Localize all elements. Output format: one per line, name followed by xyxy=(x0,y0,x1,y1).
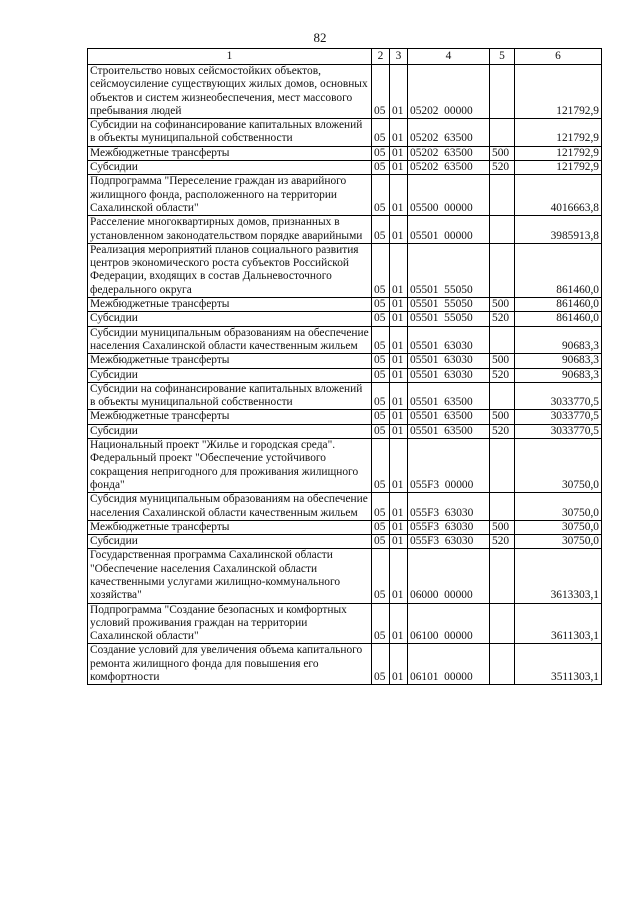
cell-section: 05 xyxy=(372,175,390,216)
cell-section: 05 xyxy=(372,146,390,160)
cell-amount: 3613303,1 xyxy=(515,549,602,603)
cell-target-article: 055F3 63030 xyxy=(408,520,490,534)
cell-subsection: 01 xyxy=(390,644,408,685)
cell-name: Подпрограмма "Переселение граждан из аварийного жилищного фонда, расположенного на территории Сахалинской области" xyxy=(88,175,372,216)
page-number: 82 xyxy=(313,30,327,45)
header-col-6: 6 xyxy=(515,49,602,65)
cell-section: 05 xyxy=(372,603,390,644)
cell-subsection: 01 xyxy=(390,243,408,297)
cell-amount: 90683,3 xyxy=(515,326,602,354)
cell-expense-type xyxy=(490,644,515,685)
cell-section: 05 xyxy=(372,644,390,685)
cell-amount: 3033770,5 xyxy=(515,424,602,438)
cell-name: Субсидии на софинансирование капитальных вложений в объекты муниципальной собственности xyxy=(88,382,372,410)
cell-target-article: 05202 00000 xyxy=(408,65,490,119)
cell-target-article: 05202 63500 xyxy=(408,146,490,160)
cell-amount: 3033770,5 xyxy=(515,410,602,424)
cell-subsection: 01 xyxy=(390,603,408,644)
cell-section: 05 xyxy=(372,161,390,175)
table-row xyxy=(88,312,602,326)
cell-amount: 30750,0 xyxy=(515,439,602,493)
cell-amount: 861460,0 xyxy=(515,243,602,297)
cell-name: Субсидии xyxy=(88,161,372,175)
cell-subsection: 01 xyxy=(390,312,408,326)
table-row xyxy=(88,368,602,382)
table-row xyxy=(88,243,602,297)
table-row xyxy=(88,439,602,493)
cell-target-article: 06000 00000 xyxy=(408,549,490,603)
cell-amount: 30750,0 xyxy=(515,535,602,549)
cell-subsection: 01 xyxy=(390,549,408,603)
cell-subsection: 01 xyxy=(390,326,408,354)
cell-name: Межбюджетные трансферты xyxy=(88,520,372,534)
table-row xyxy=(88,326,602,354)
cell-section: 05 xyxy=(372,382,390,410)
header-col-2: 2 xyxy=(372,49,390,65)
cell-amount: 861460,0 xyxy=(515,312,602,326)
table-row xyxy=(88,520,602,534)
table-row xyxy=(88,493,602,521)
cell-amount: 861460,0 xyxy=(515,298,602,312)
cell-amount: 90683,3 xyxy=(515,354,602,368)
header-row xyxy=(88,49,602,65)
table-row xyxy=(88,382,602,410)
cell-section: 05 xyxy=(372,424,390,438)
cell-expense-type xyxy=(490,326,515,354)
cell-target-article: 05202 63500 xyxy=(408,161,490,175)
cell-subsection: 01 xyxy=(390,354,408,368)
cell-expense-type xyxy=(490,216,515,244)
cell-name: Субсидии на софинансирование капитальных вложений в объекты муниципальной собственности xyxy=(88,119,372,147)
cell-subsection: 01 xyxy=(390,161,408,175)
cell-target-article: 05501 63030 xyxy=(408,326,490,354)
cell-amount: 30750,0 xyxy=(515,493,602,521)
cell-section: 05 xyxy=(372,520,390,534)
cell-name: Субсидии муниципальным образованиям на обеспечение населения Сахалинской области качественным жильем xyxy=(88,326,372,354)
cell-target-article: 05501 55050 xyxy=(408,298,490,312)
cell-expense-type: 520 xyxy=(490,368,515,382)
header-col-1: 1 xyxy=(88,49,372,65)
cell-expense-type xyxy=(490,549,515,603)
table-row xyxy=(88,119,602,147)
cell-section: 05 xyxy=(372,65,390,119)
cell-amount: 30750,0 xyxy=(515,520,602,534)
cell-target-article: 05501 63030 xyxy=(408,354,490,368)
cell-subsection: 01 xyxy=(390,439,408,493)
cell-name: Субсидии xyxy=(88,312,372,326)
cell-amount: 121792,9 xyxy=(515,146,602,160)
cell-amount: 121792,9 xyxy=(515,161,602,175)
cell-name: Подпрограмма "Создание безопасных и комфортных условий проживания граждан на территории Сахалинской области" xyxy=(88,603,372,644)
cell-expense-type xyxy=(490,175,515,216)
cell-target-article: 05501 63500 xyxy=(408,424,490,438)
cell-name: Субсидии xyxy=(88,424,372,438)
cell-section: 05 xyxy=(372,549,390,603)
cell-expense-type: 520 xyxy=(490,312,515,326)
cell-expense-type xyxy=(490,382,515,410)
cell-expense-type: 500 xyxy=(490,146,515,160)
cell-amount: 3511303,1 xyxy=(515,644,602,685)
cell-name: Межбюджетные трансферты xyxy=(88,354,372,368)
table-row xyxy=(88,298,602,312)
cell-amount: 4016663,8 xyxy=(515,175,602,216)
cell-name: Межбюджетные трансферты xyxy=(88,410,372,424)
cell-amount: 3033770,5 xyxy=(515,382,602,410)
table-row xyxy=(88,424,602,438)
table-row xyxy=(88,65,602,119)
table-row xyxy=(88,603,602,644)
cell-target-article: 05500 00000 xyxy=(408,175,490,216)
cell-expense-type xyxy=(490,493,515,521)
cell-subsection: 01 xyxy=(390,65,408,119)
cell-section: 05 xyxy=(372,298,390,312)
table-row xyxy=(88,161,602,175)
cell-section: 05 xyxy=(372,354,390,368)
cell-subsection: 01 xyxy=(390,382,408,410)
cell-target-article: 05501 63030 xyxy=(408,368,490,382)
cell-target-article: 055F3 63030 xyxy=(408,493,490,521)
cell-expense-type xyxy=(490,603,515,644)
table-header xyxy=(88,49,602,65)
table-row xyxy=(88,354,602,368)
cell-name: Строительство новых сейсмостойких объектов, сейсмоусиление существующих жилых домов, основных объектов и систем жизнеобеспечения, мест массового пребывания людей xyxy=(88,65,372,119)
cell-name: Реализация мероприятий планов социального развития центров экономического роста субъектов Российской Федерации, входящих в состав Дальневосточного федерального округа xyxy=(88,243,372,297)
cell-section: 05 xyxy=(372,326,390,354)
cell-name: Создание условий для увеличения объема капитального ремонта жилищного фонда для повышения его комфортности xyxy=(88,644,372,685)
cell-expense-type xyxy=(490,243,515,297)
header-col-4: 4 xyxy=(408,49,490,65)
cell-name: Межбюджетные трансферты xyxy=(88,146,372,160)
cell-name: Расселение многоквартирных домов, признанных в установленном законодательством порядке аварийными xyxy=(88,216,372,244)
cell-expense-type: 520 xyxy=(490,424,515,438)
table-row xyxy=(88,549,602,603)
header-col-5: 5 xyxy=(490,49,515,65)
cell-section: 05 xyxy=(372,216,390,244)
table-row xyxy=(88,410,602,424)
cell-expense-type: 500 xyxy=(490,520,515,534)
cell-subsection: 01 xyxy=(390,298,408,312)
cell-section: 05 xyxy=(372,493,390,521)
cell-name: Межбюджетные трансферты xyxy=(88,298,372,312)
cell-subsection: 01 xyxy=(390,119,408,147)
cell-section: 05 xyxy=(372,312,390,326)
cell-target-article: 055F3 00000 xyxy=(408,439,490,493)
cell-subsection: 01 xyxy=(390,520,408,534)
cell-section: 05 xyxy=(372,368,390,382)
cell-expense-type: 500 xyxy=(490,354,515,368)
table-row xyxy=(88,216,602,244)
cell-subsection: 01 xyxy=(390,535,408,549)
cell-expense-type xyxy=(490,119,515,147)
table-row xyxy=(88,146,602,160)
cell-subsection: 01 xyxy=(390,493,408,521)
cell-target-article: 06100 00000 xyxy=(408,603,490,644)
budget-table xyxy=(87,48,602,685)
cell-amount: 3985913,8 xyxy=(515,216,602,244)
cell-name: Субсидия муниципальным образованиям на обеспечение населения Сахалинской области качественным жильем xyxy=(88,493,372,521)
cell-amount: 121792,9 xyxy=(515,65,602,119)
table-row xyxy=(88,535,602,549)
cell-amount: 90683,3 xyxy=(515,368,602,382)
cell-target-article: 055F3 63030 xyxy=(408,535,490,549)
table-body xyxy=(88,65,602,685)
cell-subsection: 01 xyxy=(390,146,408,160)
cell-amount: 3611303,1 xyxy=(515,603,602,644)
cell-expense-type xyxy=(490,65,515,119)
cell-section: 05 xyxy=(372,439,390,493)
cell-target-article: 06101 00000 xyxy=(408,644,490,685)
cell-expense-type: 500 xyxy=(490,410,515,424)
cell-target-article: 05501 00000 xyxy=(408,216,490,244)
cell-section: 05 xyxy=(372,410,390,424)
cell-subsection: 01 xyxy=(390,410,408,424)
cell-section: 05 xyxy=(372,535,390,549)
cell-subsection: 01 xyxy=(390,368,408,382)
cell-target-article: 05501 55050 xyxy=(408,243,490,297)
cell-amount: 121792,9 xyxy=(515,119,602,147)
cell-subsection: 01 xyxy=(390,424,408,438)
cell-name: Субсидии xyxy=(88,368,372,382)
cell-expense-type: 500 xyxy=(490,298,515,312)
cell-target-article: 05501 55050 xyxy=(408,312,490,326)
header-col-3: 3 xyxy=(390,49,408,65)
cell-subsection: 01 xyxy=(390,216,408,244)
table-row xyxy=(88,644,602,685)
cell-expense-type: 520 xyxy=(490,161,515,175)
cell-target-article: 05501 63500 xyxy=(408,410,490,424)
cell-expense-type: 520 xyxy=(490,535,515,549)
cell-expense-type xyxy=(490,439,515,493)
cell-target-article: 05501 63500 xyxy=(408,382,490,410)
cell-name: Национальный проект "Жилье и городская среда". Федеральный проект "Обеспечение устойчивого сокращения непригодного для проживания жилищного фонда" xyxy=(88,439,372,493)
cell-section: 05 xyxy=(372,119,390,147)
cell-subsection: 01 xyxy=(390,175,408,216)
cell-name: Государственная программа Сахалинской области "Обеспечение населения Сахалинской области качественными услугами жилищно-коммунального хозяйства" xyxy=(88,549,372,603)
cell-name: Субсидии xyxy=(88,535,372,549)
cell-target-article: 05202 63500 xyxy=(408,119,490,147)
table-row xyxy=(88,175,602,216)
cell-section: 05 xyxy=(372,243,390,297)
